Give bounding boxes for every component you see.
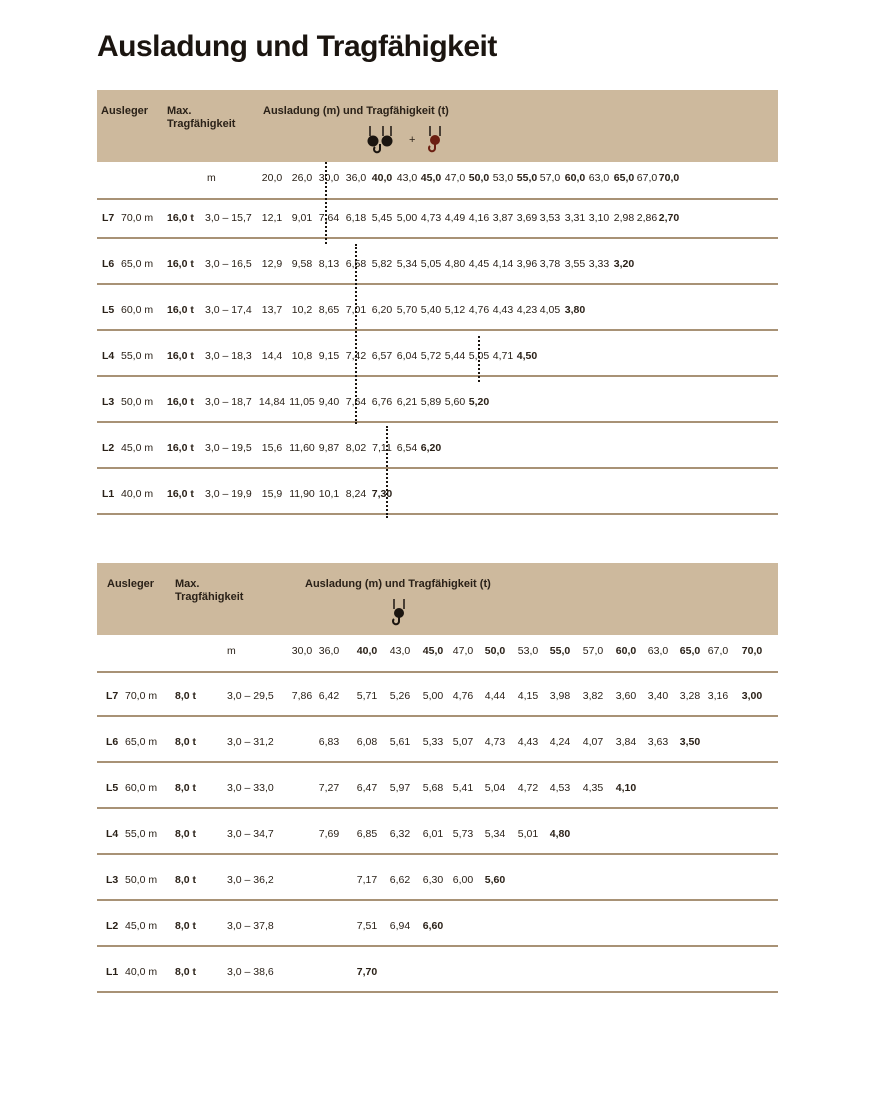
max-capacity: 8,0 t bbox=[175, 736, 197, 748]
radius-header-cell: 47,0 bbox=[452, 645, 474, 657]
boom-length: 40,0 m bbox=[125, 966, 158, 978]
capacity-cell: 4,72 bbox=[517, 782, 539, 794]
boom-length: 60,0 m bbox=[121, 304, 154, 316]
max-capacity: 8,0 t bbox=[175, 782, 197, 794]
capacity-cell: 5,34 bbox=[484, 828, 506, 840]
boom-length: 50,0 m bbox=[125, 874, 158, 886]
radius-header-cell: 36,0 bbox=[318, 645, 340, 657]
header-radius-capacity: Ausladung (m) und Tragfähigkeit (t) bbox=[263, 105, 449, 117]
row-separator bbox=[97, 807, 778, 809]
boom-code: L1 bbox=[102, 488, 115, 500]
capacity-cell: 5,04 bbox=[484, 782, 506, 794]
capacity-cell: 5,33 bbox=[422, 736, 444, 748]
capacity-cell: 3,80 bbox=[564, 304, 586, 316]
max-capacity: 16,0 t bbox=[167, 258, 194, 270]
max-capacity: 16,0 t bbox=[167, 304, 194, 316]
radius-header-cell: 30,0 bbox=[291, 645, 313, 657]
radius-header-cell: 65,0 bbox=[679, 645, 701, 657]
boom-code: L6 bbox=[102, 258, 115, 270]
capacity-cell: 6,58 bbox=[345, 258, 367, 270]
max-capacity: 16,0 t bbox=[167, 212, 194, 224]
capacity-cell: 7,64 bbox=[318, 212, 340, 224]
row-separator bbox=[97, 899, 778, 901]
radius-header-cell: 45,0 bbox=[420, 172, 442, 184]
capacity-cell: 4,16 bbox=[468, 212, 490, 224]
double-hook-icon bbox=[365, 126, 397, 154]
radius-header-cell: 65,0 bbox=[613, 172, 635, 184]
capacity-cell: 15,6 bbox=[261, 442, 283, 454]
row-separator bbox=[97, 715, 778, 717]
capacity-cell: 15,9 bbox=[261, 488, 283, 500]
capacity-cell: 9,15 bbox=[318, 350, 340, 362]
capacity-cell: 4,45 bbox=[468, 258, 490, 270]
capacity-cell: 2,70 bbox=[658, 212, 680, 224]
capacity-cell: 14,4 bbox=[261, 350, 283, 362]
capacity-cell: 5,20 bbox=[468, 396, 490, 408]
radius-range: 3,0 – 18,7 bbox=[205, 396, 252, 408]
capacity-cell: 4,10 bbox=[615, 782, 637, 794]
capacity-cell: 4,73 bbox=[484, 736, 506, 748]
capacity-cell: 2,86 bbox=[636, 212, 658, 224]
capacity-cell: 4,43 bbox=[492, 304, 514, 316]
capacity-cell: 3,20 bbox=[613, 258, 635, 270]
radius-header-cell: 30,0 bbox=[318, 172, 340, 184]
radius-range: 3,0 – 17,4 bbox=[205, 304, 252, 316]
capacity-cell: 7,51 bbox=[356, 920, 378, 932]
dotted-limit-line bbox=[325, 162, 327, 244]
capacity-cell: 6,94 bbox=[389, 920, 411, 932]
radius-range: 3,0 – 38,6 bbox=[227, 966, 274, 978]
capacity-cell: 12,1 bbox=[261, 212, 283, 224]
capacity-cell: 3,53 bbox=[539, 212, 561, 224]
capacity-cell: 4,14 bbox=[492, 258, 514, 270]
capacity-cell: 3,60 bbox=[615, 690, 637, 702]
radius-header-cell: 57,0 bbox=[582, 645, 604, 657]
capacity-cell: 7,01 bbox=[345, 304, 367, 316]
capacity-cell: 5,82 bbox=[371, 258, 393, 270]
capacity-cell: 5,97 bbox=[389, 782, 411, 794]
boom-code: L5 bbox=[106, 782, 119, 794]
radius-header-cell: 50,0 bbox=[468, 172, 490, 184]
boom-length: 60,0 m bbox=[125, 782, 158, 794]
boom-length: 45,0 m bbox=[121, 442, 154, 454]
capacity-cell: 6,18 bbox=[345, 212, 367, 224]
max-capacity: 16,0 t bbox=[167, 350, 194, 362]
capacity-cell: 7,30 bbox=[371, 488, 393, 500]
capacity-cell: 3,84 bbox=[615, 736, 637, 748]
capacity-cell: 7,27 bbox=[318, 782, 340, 794]
row-separator bbox=[97, 945, 778, 947]
capacity-cell: 3,87 bbox=[492, 212, 514, 224]
capacity-cell: 5,00 bbox=[422, 690, 444, 702]
radius-range: 3,0 – 36,2 bbox=[227, 874, 274, 886]
radius-header-cell: 60,0 bbox=[615, 645, 637, 657]
capacity-cell: 6,47 bbox=[356, 782, 378, 794]
boom-code: L7 bbox=[102, 212, 115, 224]
radius-range: 3,0 – 19,5 bbox=[205, 442, 252, 454]
boom-code: L1 bbox=[106, 966, 119, 978]
radius-header-cell: 26,0 bbox=[291, 172, 313, 184]
capacity-cell: 7,11 bbox=[372, 442, 392, 454]
header-boom: Ausleger bbox=[101, 105, 149, 117]
boom-code: L4 bbox=[106, 828, 119, 840]
capacity-cell: 4,71 bbox=[492, 350, 514, 362]
header-plus: + bbox=[409, 134, 416, 146]
capacity-cell: 3,00 bbox=[741, 690, 763, 702]
capacity-cell: 4,23 bbox=[516, 304, 538, 316]
single-hook-icon bbox=[427, 126, 443, 154]
boom-code: L7 bbox=[106, 690, 119, 702]
boom-code: L3 bbox=[106, 874, 119, 886]
radius-header-cell: 45,0 bbox=[422, 645, 444, 657]
capacity-cell: 9,87 bbox=[318, 442, 340, 454]
dotted-limit-line bbox=[355, 244, 357, 424]
max-capacity: 16,0 t bbox=[167, 396, 194, 408]
capacity-cell: 2,98 bbox=[613, 212, 635, 224]
boom-code: L2 bbox=[102, 442, 115, 454]
max-capacity: 16,0 t bbox=[167, 442, 194, 454]
row-separator bbox=[97, 671, 778, 673]
capacity-cell: 7,69 bbox=[318, 828, 340, 840]
radius-header-cell: 36,0 bbox=[345, 172, 367, 184]
capacity-cell: 5,07 bbox=[452, 736, 474, 748]
capacity-cell: 5,05 bbox=[420, 258, 442, 270]
capacity-cell: 3,96 bbox=[516, 258, 538, 270]
radius-header-cell: 53,0 bbox=[517, 645, 539, 657]
header-boom: Ausleger bbox=[107, 578, 155, 590]
max-capacity: 8,0 t bbox=[175, 690, 197, 702]
radius-range: 3,0 – 15,7 bbox=[205, 212, 252, 224]
radius-range: 3,0 – 18,3 bbox=[205, 350, 252, 362]
radius-header-cell: 50,0 bbox=[484, 645, 506, 657]
capacity-cell: 7,17 bbox=[356, 874, 378, 886]
capacity-cell: 5,45 bbox=[371, 212, 393, 224]
capacity-cell: 3,31 bbox=[564, 212, 586, 224]
load-chart-table-1 bbox=[97, 90, 778, 520]
capacity-cell: 4,80 bbox=[549, 828, 571, 840]
capacity-cell: 3,82 bbox=[582, 690, 604, 702]
capacity-cell: 3,78 bbox=[539, 258, 561, 270]
capacity-cell: 5,60 bbox=[444, 396, 466, 408]
capacity-cell: 5,40 bbox=[420, 304, 442, 316]
capacity-cell: 5,01 bbox=[517, 828, 539, 840]
boom-code: L2 bbox=[106, 920, 119, 932]
capacity-cell: 4,76 bbox=[468, 304, 490, 316]
radius-header-cell: 70,0 bbox=[658, 172, 680, 184]
boom-code: L4 bbox=[102, 350, 115, 362]
capacity-cell: 11,60 bbox=[289, 442, 315, 454]
row-separator bbox=[97, 283, 778, 285]
row-separator bbox=[97, 761, 778, 763]
capacity-cell: 6,83 bbox=[318, 736, 340, 748]
capacity-cell: 11,90 bbox=[289, 488, 315, 500]
capacity-cell: 8,65 bbox=[318, 304, 340, 316]
capacity-cell: 11,05 bbox=[289, 396, 315, 408]
boom-length: 55,0 m bbox=[125, 828, 158, 840]
radius-unit: m bbox=[227, 645, 236, 657]
radius-header-cell: 43,0 bbox=[389, 645, 411, 657]
capacity-cell: 5,05 bbox=[468, 350, 490, 362]
capacity-cell: 6,32 bbox=[389, 828, 411, 840]
max-capacity: 8,0 t bbox=[175, 966, 197, 978]
capacity-cell: 5,44 bbox=[444, 350, 466, 362]
capacity-cell: 4,80 bbox=[444, 258, 466, 270]
capacity-cell: 6,57 bbox=[371, 350, 393, 362]
capacity-cell: 3,16 bbox=[707, 690, 729, 702]
radius-header-cell: 63,0 bbox=[647, 645, 669, 657]
single-hook-icon bbox=[391, 599, 407, 627]
boom-length: 55,0 m bbox=[121, 350, 154, 362]
capacity-cell: 5,61 bbox=[389, 736, 411, 748]
capacity-cell: 14,84 bbox=[258, 396, 286, 408]
capacity-cell: 5,41 bbox=[452, 782, 474, 794]
boom-length: 70,0 m bbox=[125, 690, 158, 702]
capacity-cell: 3,50 bbox=[679, 736, 701, 748]
table-header bbox=[97, 90, 778, 162]
radius-header-cell: 63,0 bbox=[588, 172, 610, 184]
capacity-cell: 6,54 bbox=[396, 442, 418, 454]
row-separator bbox=[97, 329, 778, 331]
capacity-cell: 4,24 bbox=[549, 736, 571, 748]
radius-header-cell: 40,0 bbox=[356, 645, 378, 657]
radius-range: 3,0 – 31,2 bbox=[227, 736, 274, 748]
capacity-cell: 3,10 bbox=[588, 212, 610, 224]
boom-code: L5 bbox=[102, 304, 115, 316]
capacity-cell: 5,72 bbox=[420, 350, 442, 362]
capacity-cell: 5,70 bbox=[396, 304, 418, 316]
capacity-cell: 4,43 bbox=[517, 736, 539, 748]
capacity-cell: 5,00 bbox=[396, 212, 418, 224]
capacity-cell: 5,34 bbox=[396, 258, 418, 270]
radius-header-cell: 43,0 bbox=[396, 172, 418, 184]
row-separator bbox=[97, 467, 778, 469]
capacity-cell: 4,53 bbox=[549, 782, 571, 794]
capacity-cell: 12,9 bbox=[261, 258, 283, 270]
capacity-cell: 7,42 bbox=[345, 350, 367, 362]
radius-header-cell: 55,0 bbox=[549, 645, 571, 657]
header-radius-capacity: Ausladung (m) und Tragfähigkeit (t) bbox=[305, 578, 491, 590]
radius-header-cell: 60,0 bbox=[564, 172, 586, 184]
capacity-cell: 3,69 bbox=[516, 212, 538, 224]
radius-range: 3,0 – 37,8 bbox=[227, 920, 274, 932]
radius-header-cell: 70,0 bbox=[741, 645, 763, 657]
capacity-cell: 4,35 bbox=[582, 782, 604, 794]
radius-unit: m bbox=[207, 172, 216, 184]
radius-range: 3,0 – 19,9 bbox=[205, 488, 252, 500]
capacity-cell: 4,73 bbox=[420, 212, 442, 224]
boom-length: 50,0 m bbox=[121, 396, 154, 408]
capacity-cell: 10,8 bbox=[291, 350, 313, 362]
header-max-capacity: Max. Tragfähigkeit bbox=[175, 578, 244, 603]
capacity-cell: 3,28 bbox=[679, 690, 701, 702]
capacity-cell: 5,89 bbox=[420, 396, 442, 408]
capacity-cell: 4,44 bbox=[484, 690, 506, 702]
capacity-cell: 4,05 bbox=[539, 304, 561, 316]
capacity-cell: 5,60 bbox=[484, 874, 506, 886]
boom-length: 65,0 m bbox=[125, 736, 158, 748]
page-title: Ausladung und Tragfähigkeit bbox=[97, 30, 497, 63]
capacity-cell: 8,24 bbox=[345, 488, 367, 500]
capacity-cell: 7,86 bbox=[291, 690, 313, 702]
radius-header-cell: 53,0 bbox=[492, 172, 514, 184]
dotted-limit-line bbox=[386, 426, 388, 518]
capacity-cell: 5,12 bbox=[444, 304, 466, 316]
capacity-cell: 5,26 bbox=[389, 690, 411, 702]
radius-header-cell: 40,0 bbox=[371, 172, 393, 184]
capacity-cell: 3,40 bbox=[647, 690, 669, 702]
capacity-cell: 6,30 bbox=[422, 874, 444, 886]
radius-range: 3,0 – 16,5 bbox=[205, 258, 252, 270]
row-separator bbox=[97, 421, 778, 423]
capacity-cell: 6,01 bbox=[422, 828, 444, 840]
max-capacity: 8,0 t bbox=[175, 828, 197, 840]
load-chart-table-2 bbox=[97, 563, 778, 1003]
radius-header-cell: 57,0 bbox=[539, 172, 561, 184]
max-capacity: 8,0 t bbox=[175, 874, 197, 886]
capacity-cell: 4,76 bbox=[452, 690, 474, 702]
capacity-cell: 6,04 bbox=[396, 350, 418, 362]
capacity-cell: 6,42 bbox=[318, 690, 340, 702]
capacity-cell: 4,50 bbox=[516, 350, 538, 362]
capacity-cell: 13,7 bbox=[261, 304, 283, 316]
boom-code: L3 bbox=[102, 396, 115, 408]
row-separator bbox=[97, 853, 778, 855]
boom-length: 65,0 m bbox=[121, 258, 154, 270]
capacity-cell: 4,15 bbox=[517, 690, 539, 702]
capacity-cell: 8,02 bbox=[345, 442, 367, 454]
capacity-cell: 5,73 bbox=[452, 828, 474, 840]
capacity-cell: 3,63 bbox=[647, 736, 669, 748]
radius-header-cell: 67,0 bbox=[636, 172, 658, 184]
capacity-cell: 4,49 bbox=[444, 212, 466, 224]
radius-header-cell: 20,0 bbox=[261, 172, 283, 184]
capacity-cell: 3,55 bbox=[564, 258, 586, 270]
table-header bbox=[97, 563, 778, 635]
boom-length: 40,0 m bbox=[121, 488, 154, 500]
capacity-cell: 9,40 bbox=[318, 396, 340, 408]
boom-length: 70,0 m bbox=[121, 212, 154, 224]
header-max-capacity: Max. Tragfähigkeit bbox=[167, 105, 236, 130]
row-separator bbox=[97, 375, 778, 377]
capacity-cell: 5,71 bbox=[356, 690, 378, 702]
capacity-cell: 8,13 bbox=[318, 258, 340, 270]
capacity-cell: 3,33 bbox=[588, 258, 610, 270]
row-separator bbox=[97, 513, 778, 515]
capacity-cell: 6,60 bbox=[422, 920, 444, 932]
capacity-cell: 3,98 bbox=[549, 690, 571, 702]
capacity-cell: 6,62 bbox=[389, 874, 411, 886]
capacity-cell: 6,76 bbox=[371, 396, 393, 408]
radius-header-cell: 67,0 bbox=[707, 645, 729, 657]
row-separator bbox=[97, 237, 778, 239]
capacity-cell: 7,64 bbox=[345, 396, 367, 408]
capacity-cell: 9,01 bbox=[291, 212, 313, 224]
capacity-cell: 6,00 bbox=[452, 874, 474, 886]
capacity-cell: 5,68 bbox=[422, 782, 444, 794]
capacity-cell: 10,1 bbox=[318, 488, 340, 500]
capacity-cell: 6,21 bbox=[396, 396, 418, 408]
radius-header-cell: 47,0 bbox=[444, 172, 466, 184]
dotted-limit-line bbox=[478, 336, 480, 382]
capacity-cell: 7,70 bbox=[356, 966, 378, 978]
capacity-cell: 6,20 bbox=[420, 442, 442, 454]
radius-range: 3,0 – 29,5 bbox=[227, 690, 274, 702]
row-separator bbox=[97, 198, 778, 200]
capacity-cell: 9,58 bbox=[291, 258, 313, 270]
capacity-cell: 6,85 bbox=[356, 828, 378, 840]
boom-code: L6 bbox=[106, 736, 119, 748]
radius-range: 3,0 – 34,7 bbox=[227, 828, 274, 840]
max-capacity: 16,0 t bbox=[167, 488, 194, 500]
capacity-cell: 4,07 bbox=[582, 736, 604, 748]
max-capacity: 8,0 t bbox=[175, 920, 197, 932]
capacity-cell: 10,2 bbox=[291, 304, 313, 316]
row-separator bbox=[97, 991, 778, 993]
capacity-cell: 6,20 bbox=[371, 304, 393, 316]
radius-header-cell: 55,0 bbox=[516, 172, 538, 184]
radius-range: 3,0 – 33,0 bbox=[227, 782, 274, 794]
capacity-cell: 6,08 bbox=[356, 736, 378, 748]
boom-length: 45,0 m bbox=[125, 920, 158, 932]
